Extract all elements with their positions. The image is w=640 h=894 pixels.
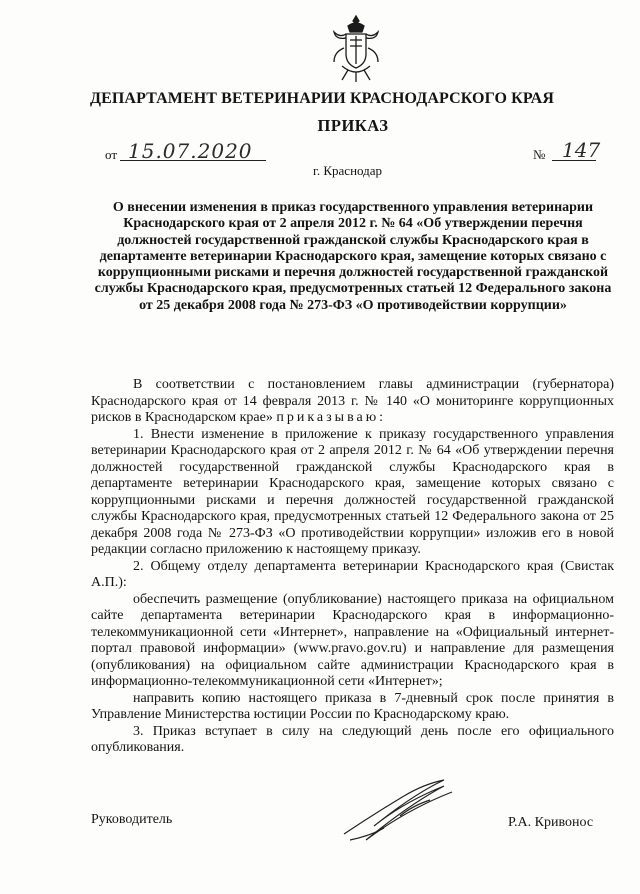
- number-label: №: [533, 147, 546, 162]
- signatory-role: Руководитель: [91, 812, 173, 827]
- preamble-text: В соответствии с постановлением главы администрации (губернатора) Краснодарского края от 14 февраля 2013 г. № 140 «О мониторинге коррупционных рисков в Краснодарском крае»: [91, 377, 614, 425]
- order-word: приказываю:: [276, 410, 387, 425]
- city: г. Краснодар: [313, 163, 383, 178]
- order-title: ПРИКАЗ: [317, 116, 389, 135]
- item-1: 1. Внести изменение в приложение к приказу государственного управления ветеринарии Краснодарского края от 2 апреля 2012 г. № 64 «Об утверждении перечня должностей государственной гражданской службы Краснодарского края в департаменте ветеринарии Краснодарского края, замещение которых связано с коррупционными рисками и перечня должностей государственной гражданской службы Краснодарского края, предусмотренных статьей 12 Федерального закона от 25 декабря 2008 года № 273-ФЗ «О противодействии коррупции» изложив его в новой редакции согласно приложению к настоящему приказу.: [91, 426, 614, 557]
- item-3: 3. Приказ вступает в силу на следующий день после его официального опубликования.: [91, 723, 614, 755]
- order-date: 15.07.2020: [128, 139, 253, 163]
- order-number: 147: [562, 138, 601, 162]
- item-2: 2. Общему отделу департамента ветеринарии Краснодарского края (Свистак А.П.):: [91, 558, 614, 590]
- order-body: [91, 377, 614, 757]
- preamble-paragraph: [91, 377, 614, 427]
- order-heading: О внесении изменения в приказ государственного управления ветеринарии Краснодарского края от 2 апреля 2012 г. № 64 «Об утверждении перечня должностей государственной гражданской службы Краснодарского края в департаменте ветеринарии Краснодарского края, замещение которых связано с коррупционными рисками и перечня должностей государственной гражданской службы Краснодарского края, предусмотренных статьей 12 Федерального закона от 25 декабря 2008 года № 273-ФЗ «О противодействии коррупции»: [94, 200, 612, 313]
- handwritten-signature: [340, 776, 460, 846]
- date-label: от: [105, 147, 118, 162]
- signatory-name: Р.А. Кривонос: [508, 815, 594, 830]
- item-2a: обеспечить размещение (опубликование) настоящего приказа на официальном сайте департамента ветеринарии Краснодарского края в информационно-телекоммуникационной сети «Интернет», направление на «Официальный интернет-портал правовой информации» (www.pravo.gov.ru) и направление для размещения (опубликования) на официальном сайте администрации Краснодарского края в информационно-телекоммуникационной сети «Интернет»;: [91, 591, 614, 689]
- department-name: ДЕПАРТАМЕНТ ВЕТЕРИНАРИИ КРАСНОДАРСКОГО КРАЯ: [90, 90, 554, 107]
- item-2b: направить копию настоящего приказа в 7-дневный срок после принятия в Управление Министерства юстиции России по Краснодарскому краю.: [91, 690, 614, 722]
- krasnodar-coat-of-arms-icon: [332, 14, 380, 84]
